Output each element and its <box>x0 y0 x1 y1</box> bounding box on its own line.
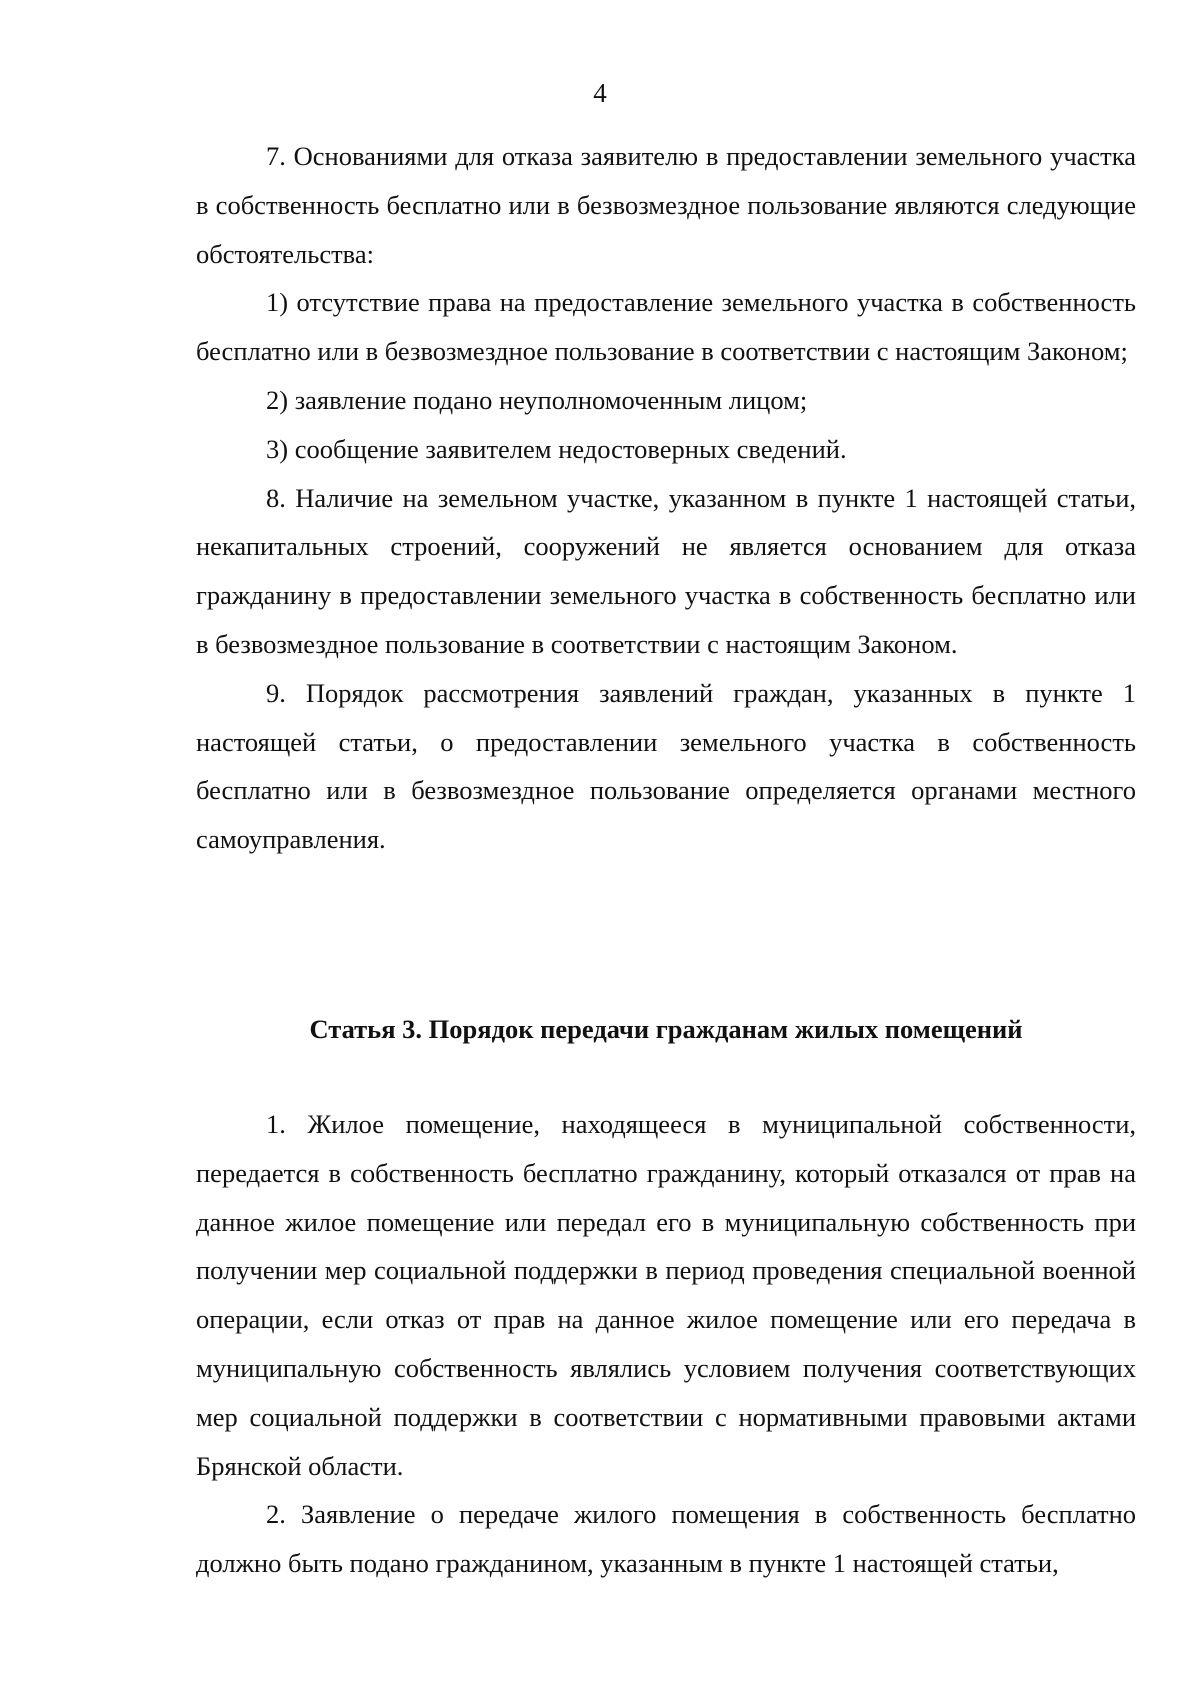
article-2-continuation <box>196 132 1136 864</box>
paragraph-7-item-1: 1) отсутствие права на предоставление земельного участка в собственность бесплатно или в безвозмездное пользование в соответствии с настоящим Законом; <box>196 287 1136 367</box>
article-3-paragraph-1: 1. Жилое помещение, находящееся в муниципальной собственности, передается в собственность бесплатно гражданину, который отказался от прав на данное жилое помещение или передал его в муниципальную собственность при получении мер социальной поддержки в период проведения специальной военной операции, если отказ от прав на данное жилое помещение или его передача в муниципальную собственность являлись условием получения соответствующих мер социальной поддержки в соответствии с нормативными правовыми актами Брянской области. <box>196 1109 1136 1481</box>
article-3-body <box>196 1100 1136 1588</box>
paragraph-7-item-2: 2) заявление подано неуполномоченным лицом; <box>266 384 808 415</box>
article-3-heading: Статья 3. Порядок передачи гражданам жилых помещений <box>309 1014 1023 1044</box>
paragraph-7: 7. Основаниями для отказа заявителю в предоставлении земельного участка в собственность бесплатно или в безвозмездное пользование являются следующие обстоятельства: <box>196 141 1136 269</box>
paragraph-8: 8. Наличие на земельном участке, указанном в пункте 1 настоящей статьи, некапитальных строений, сооружений не является основанием для отказа гражданину в предоставлении земельного участка в собственность бесплатно или в безвозмездное пользование в соответствии с настоящим Законом. <box>196 482 1136 659</box>
page-number: 4 <box>593 78 607 108</box>
paragraph-7-item-3: 3) сообщение заявителем недостоверных сведений. <box>266 433 847 464</box>
article-3-paragraph-2: 2. Заявление о передаче жилого помещения в собственность бесплатно должно быть подано гражданином, указанным в пункте 1 настоящей статьи, <box>196 1499 1136 1579</box>
paragraph-9: 9. Порядок рассмотрения заявлений граждан, указанных в пункте 1 настоящей статьи, о предоставлении земельного участка в собственность бесплатно или в безвозмездное пользование определяется органами местного самоуправления. <box>196 677 1136 855</box>
